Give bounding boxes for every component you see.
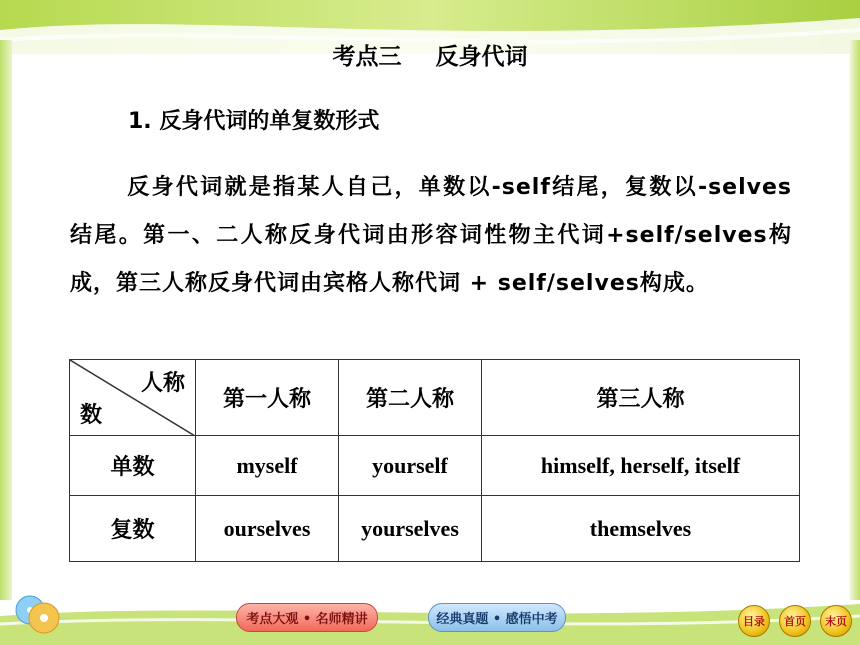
table-cell: ourselves [196, 496, 339, 562]
table-cell: himself, herself, itself [482, 436, 800, 496]
corner-label-person: 人称 [140, 371, 185, 396]
row-label: 复数 [70, 496, 196, 562]
table-corner-cell [70, 360, 196, 436]
pronoun-table [69, 359, 800, 562]
table-cell: yourself [339, 436, 482, 496]
table-row [70, 496, 800, 562]
cd-disc-icon [14, 588, 64, 638]
table-header-cell: 第一人称 [196, 360, 339, 436]
table-row [70, 436, 800, 496]
paragraph-text: 反身代词就是指某人自己，单数以-self结尾，复数以-selves 结尾。第一、二人称反身代词由形容词性物主代词+self/selves构成，第三人称反身代词由宾格人称代词 + self/selves构成。 [70, 175, 792, 296]
section-button-exams[interactable]: 经典真题 • 感悟中考 [428, 603, 566, 632]
row-label: 单数 [70, 436, 196, 496]
title-part2: 反身代词 [435, 44, 528, 70]
body-paragraph [70, 164, 792, 308]
table-header-cell: 第二人称 [339, 360, 482, 436]
nav-last-page-button[interactable]: 末页 [820, 605, 852, 637]
left-decorative-band [0, 40, 12, 600]
section-button-overview[interactable]: 考点大观 • 名师精讲 [236, 603, 378, 632]
table-header-cell: 第三人称 [482, 360, 800, 436]
nav-home-button[interactable]: 首页 [779, 605, 811, 637]
table-cell: themselves [482, 496, 800, 562]
title-part1: 考点三 [332, 44, 402, 70]
right-decorative-band [850, 40, 860, 600]
table-cell: yourselves [339, 496, 482, 562]
nav-contents-button[interactable]: 目录 [738, 605, 770, 637]
page-title [0, 38, 860, 71]
subheading: 1. 反身代词的单复数形式 [128, 109, 380, 134]
corner-label-number: 数 [80, 403, 103, 428]
table-cell: myself [196, 436, 339, 496]
table-header-row [70, 360, 800, 436]
